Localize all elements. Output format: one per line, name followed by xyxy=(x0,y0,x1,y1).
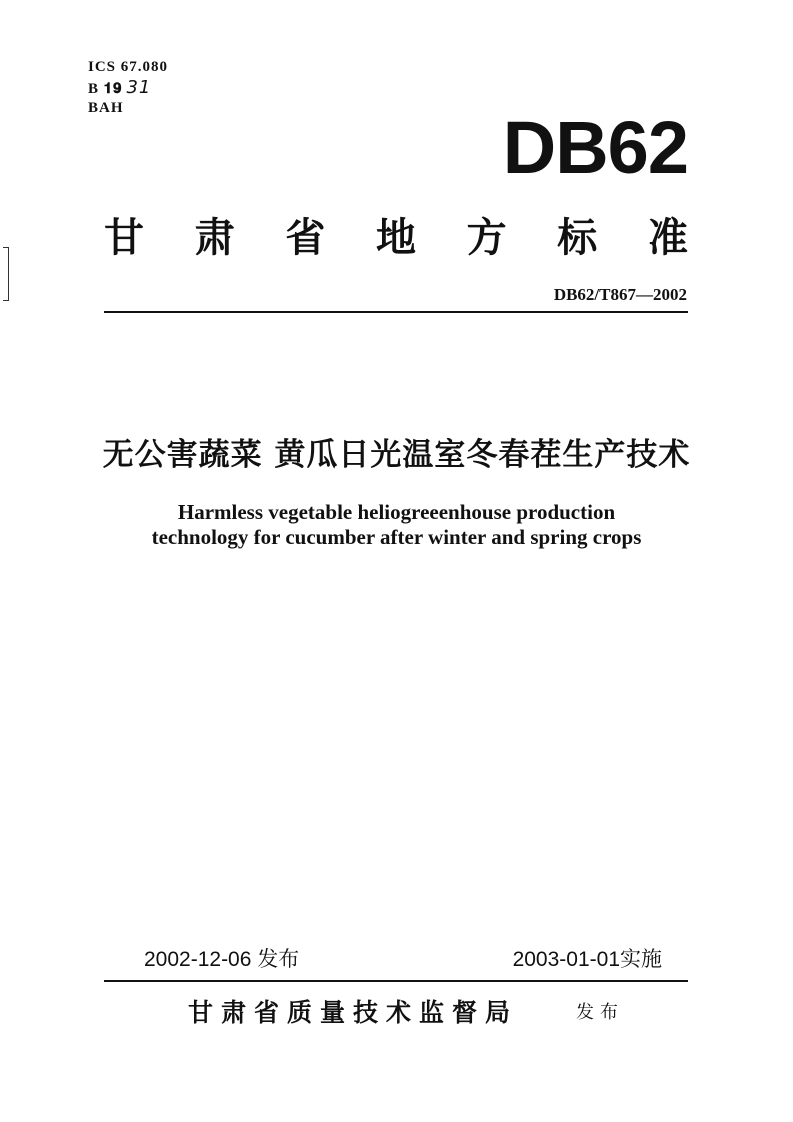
issuing-authority: 甘肃省质量技术监督局 xyxy=(188,998,519,1027)
standard-code-logo: DB62 xyxy=(502,106,688,189)
classification-code-text: B 𝟏𝟗 xyxy=(88,81,123,97)
standard-category-char: 省 xyxy=(285,215,326,261)
standard-category-char: 准 xyxy=(647,215,688,261)
document-title-english-line-2: technology for cucumber after winter and spring crops xyxy=(151,525,642,549)
document-title-chinese: 无公害蔬菜 黄瓜日光温室冬春茬生产技术 xyxy=(102,437,691,473)
standard-category-title xyxy=(104,213,688,263)
record-code: BAH xyxy=(88,100,124,116)
effective-date: 2003-01-01实施 xyxy=(512,948,662,971)
issued-label: 发布 xyxy=(576,1002,624,1023)
footer-divider xyxy=(104,980,688,982)
standard-category-char: 标 xyxy=(557,215,598,261)
binding-bracket-mark xyxy=(3,247,9,301)
classification-code xyxy=(88,79,151,98)
standard-number: DB62/T867—2002 xyxy=(553,285,687,304)
standard-category-char: 肃 xyxy=(194,215,235,261)
ics-code: ICS 67.080 xyxy=(88,59,169,75)
document-title-english-line-1: Harmless vegetable heliogreeenhouse production xyxy=(177,500,616,524)
standard-category-char: 地 xyxy=(375,215,416,261)
issue-date: 2002-12-06 发布 xyxy=(144,948,300,971)
handwritten-annotation: 31 xyxy=(126,77,152,98)
header-divider xyxy=(104,311,688,313)
standard-category-char: 甘 xyxy=(104,215,144,261)
standard-category-char: 方 xyxy=(466,215,507,261)
